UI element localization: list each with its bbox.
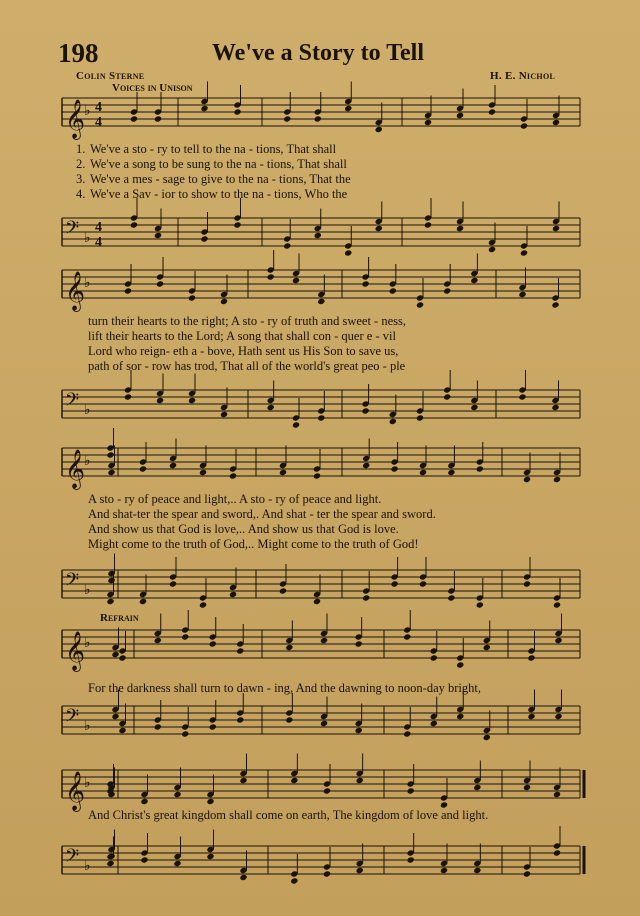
performance-direction: Voices in Unison <box>112 82 193 94</box>
verse-4-line-2: path of sor - row has trod, That all of the world's great peo - ple <box>88 359 406 373</box>
svg-text:♭: ♭ <box>84 402 91 418</box>
verse-2-line-3: And shat-ter the spear and sword,. And shat - ter the spear and sword. <box>88 507 436 521</box>
verse-4-line-1: 4. We've a Sav - ior to show to the na - tions, Who the <box>76 187 348 201</box>
verse-2-line-2: lift their hearts to the Lord; A song that shall con - quer e - vil <box>88 329 396 343</box>
svg-text:♭: ♭ <box>84 103 91 119</box>
svg-text:♭: ♭ <box>84 718 91 734</box>
treble-staff-3 <box>0 440 640 500</box>
svg-text:♭: ♭ <box>84 635 91 651</box>
verse-3-line-2: Lord who reign- eth a - bove, Hath sent us His Son to save us, <box>88 344 399 358</box>
treble-staff-1 <box>0 90 640 150</box>
svg-text:♭: ♭ <box>84 453 91 469</box>
svg-text:♭: ♭ <box>84 775 91 791</box>
bass-staff-4 <box>0 698 640 748</box>
refrain-label: Refrain <box>100 612 139 624</box>
svg-text:4: 4 <box>95 115 102 130</box>
bass-staff-2 <box>0 382 640 432</box>
svg-text:4: 4 <box>95 100 102 115</box>
treble-staff-4 <box>0 622 640 682</box>
svg-text:♭: ♭ <box>84 275 91 291</box>
svg-text:♭: ♭ <box>84 858 91 874</box>
verse-1-line-2: turn their hearts to the right; A sto - ry of truth and sweet - ness, <box>88 314 406 328</box>
verse-4-line-3: Might come to the truth of God,.. Might come to the truth of God! <box>88 537 419 551</box>
hymn-title: We've a Story to Tell <box>212 40 424 66</box>
svg-text:𝄢: 𝄢 <box>65 390 80 415</box>
author-credit: H. E. Nichol <box>490 70 556 82</box>
svg-text:𝄞: 𝄞 <box>65 631 86 671</box>
verse-3-line-3: And show us that God is love,.. And show us that God is love. <box>88 522 399 536</box>
refrain-lyric-1: For the darkness shall turn to dawn - ing, And the dawning to noon-day bright, <box>88 681 481 695</box>
svg-text:4: 4 <box>95 220 102 235</box>
svg-text:♭: ♭ <box>84 582 91 598</box>
verse-3-line-1: 3. We've a mes - sage to give to the na - tions, That the <box>76 172 351 186</box>
svg-text:𝄢: 𝄢 <box>65 218 80 243</box>
svg-text:𝄞: 𝄞 <box>65 449 86 489</box>
svg-text:𝄞: 𝄞 <box>65 99 86 139</box>
verse-2-line-1: 2. We've a song to be sung to the na - tions, That shall <box>76 157 347 171</box>
svg-text:𝄢: 𝄢 <box>65 706 80 731</box>
treble-staff-2 <box>0 262 640 322</box>
hymn-number: 198 <box>58 38 99 68</box>
svg-text:𝄢: 𝄢 <box>65 570 80 595</box>
bass-staff-5 <box>0 838 640 888</box>
svg-text:♭: ♭ <box>84 230 91 246</box>
bass-staff-1 <box>0 210 640 260</box>
bass-staff-3 <box>0 562 640 612</box>
svg-text:𝄢: 𝄢 <box>65 846 80 871</box>
composer-credit: Colin Sterne <box>76 70 145 82</box>
verse-1-line-1: 1. We've a sto - ry to tell to the na - tions, That shall <box>76 142 337 156</box>
svg-text:𝄞: 𝄞 <box>65 771 86 811</box>
svg-text:𝄞: 𝄞 <box>65 271 86 311</box>
refrain-lyric-2: And Christ's great kingdom shall come on earth, The kingdom of love and light. <box>88 808 489 822</box>
verse-1-line-3: A sto - ry of peace and light,.. A sto - ry of peace and light. <box>88 492 382 506</box>
svg-text:4: 4 <box>95 235 102 250</box>
